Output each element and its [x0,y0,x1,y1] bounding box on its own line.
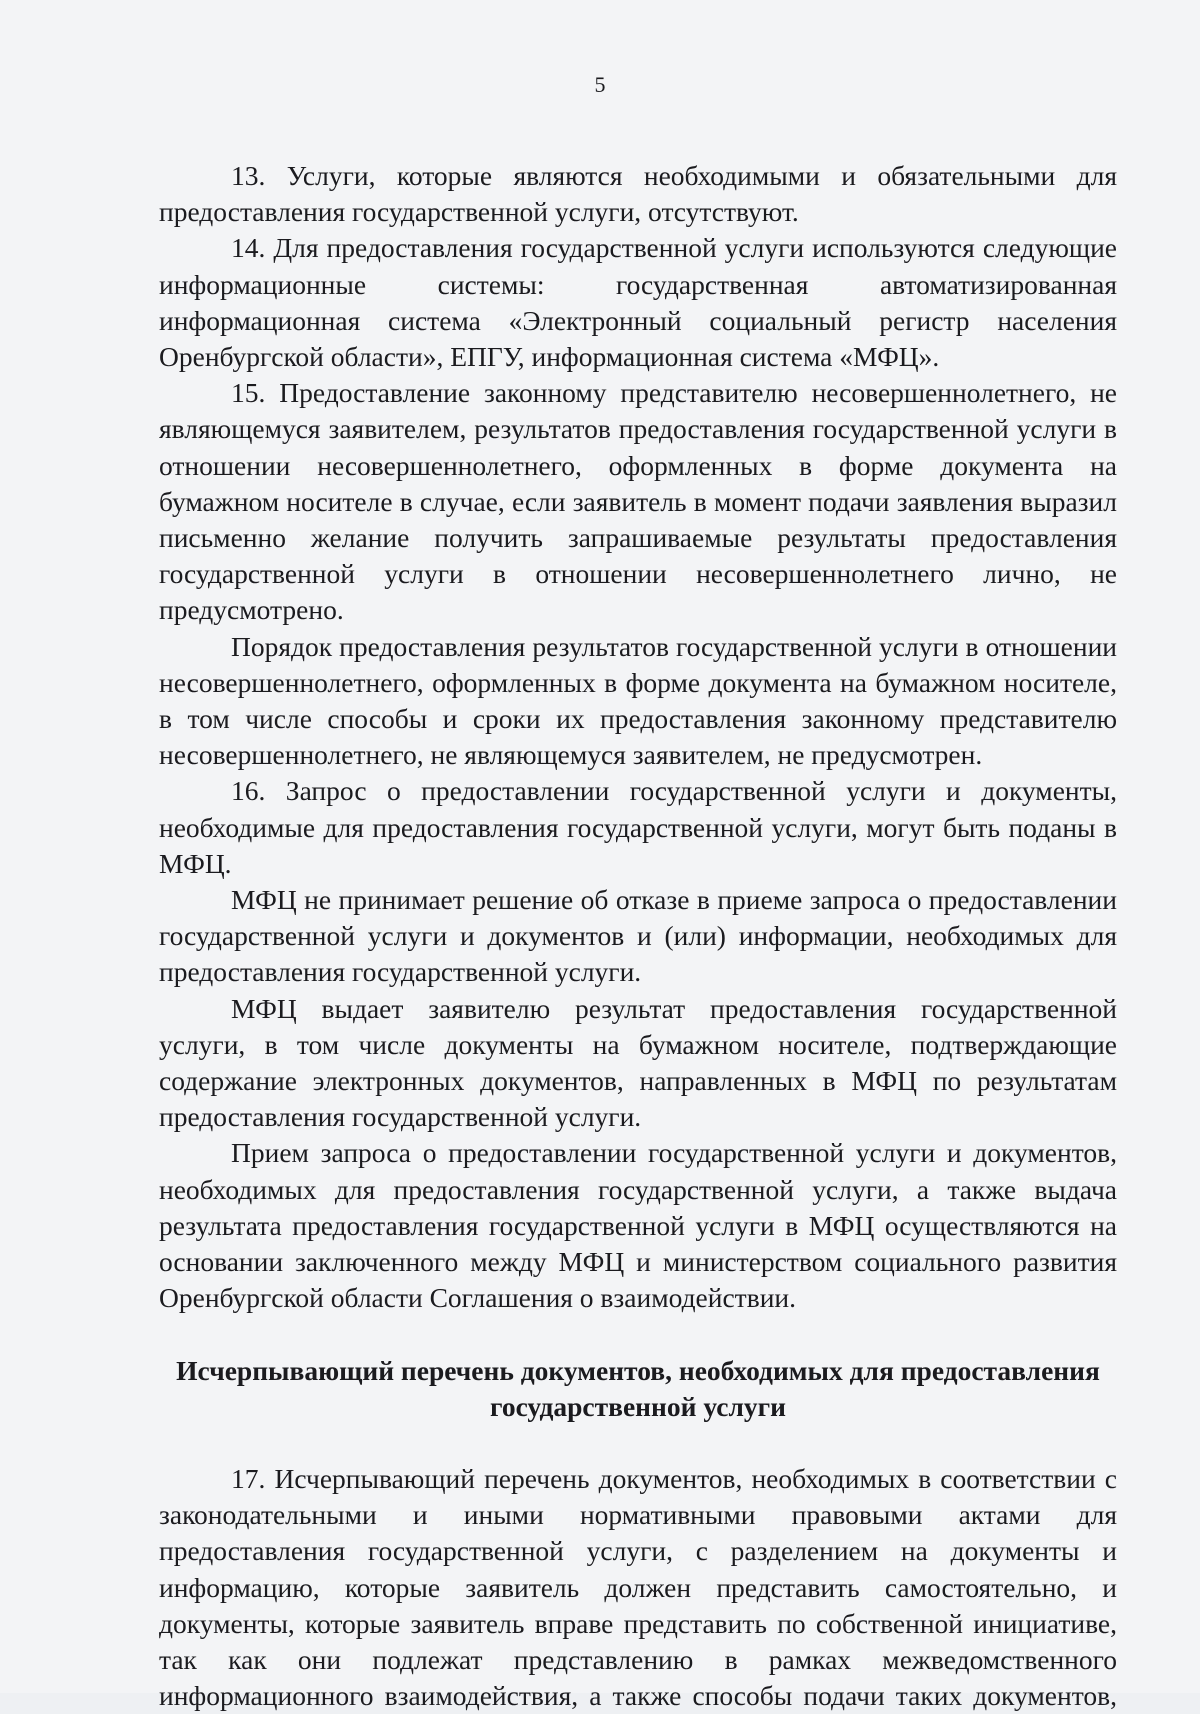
paragraph-15: 15. Предоставление законному представителю несовершеннолетнего, не являющемуся заявителем, результатов предоставления государственной услуги в отношении несовершеннолетнего, оформленных в форме документа на бумажном носителе в случае, если заявитель в момент подачи заявления выразил письменно желание получить запрашиваемые результаты предоставления государственной услуги в отношении несовершеннолетнего лично, не предусмотрено. [159,377,1117,626]
section-heading-line-1: Исчерпывающий перечень документов, необходимых для предоставления [176,1354,1100,1386]
section-heading [159,1353,1117,1425]
paragraph-17: 17. Исчерпывающий перечень документов, необходимых в соответствии с законодательными и иными нормативными правовыми актами для предоставления государственной услуги, с разделением на документы и информацию, которые заявитель должен представить самостоятельно, и документы, которые заявитель вправе представить по собственной инициативе, так как они подлежат представлению в рамках межведомственного информационного взаимодействия, а также способы подачи таких документов, [159,1462,1117,1712]
paragraph-14: 14. Для предоставления государственной услуги используются следующие информационные системы: государственная автоматизированная информационная система «Электронный социальный регистр населения Оренбургской области», ЕПГУ, информационная система «МФЦ». [159,232,1117,373]
paragraph-16-issuance: МФЦ выдает заявителю результат предоставления государственной услуги, в том числе документы на бумажном носителе, подтверждающие содержание электронных документов, направленных в МФЦ по результатам предоставления государственной услуги. [159,992,1117,1133]
page-number: 5 [594,72,606,97]
document-body [159,158,1117,1714]
paragraph-16: 16. Запрос о предоставлении государственной услуги и документы, необходимые для предоставления государственной услуги, могут быть поданы в МФЦ. [159,775,1117,879]
paragraph-15-order: Порядок предоставления результатов государственной услуги в отношении несовершеннолетнего, оформленных в форме документа на бумажном носителе, в том числе способы и сроки их предоставления законному представителю несовершеннолетнего, не являющемуся заявителем, не предусмотрен. [159,630,1117,771]
paragraph-13: 13. Услуги, которые являются необходимыми и обязательными для предоставления государственной услуги, отсутствуют. [159,160,1117,228]
paragraph-16-refusal: МФЦ не принимает решение об отказе в приеме запроса о предоставлении государственной услуги и документов и (или) информации, необходимых для предоставления государственной услуги. [159,884,1117,988]
section-heading-line-2: государственной услуги [490,1390,786,1422]
paragraph-16-agreement: Прием запроса о предоставлении государственной услуги и документов, необходимых для предоставления государственной услуги, а также выдача результата предоставления государственной услуги в МФЦ осуществляются на основании заключенного между МФЦ и министерством социального развития Оренбургской области Соглашения о взаимодействии. [159,1137,1117,1314]
